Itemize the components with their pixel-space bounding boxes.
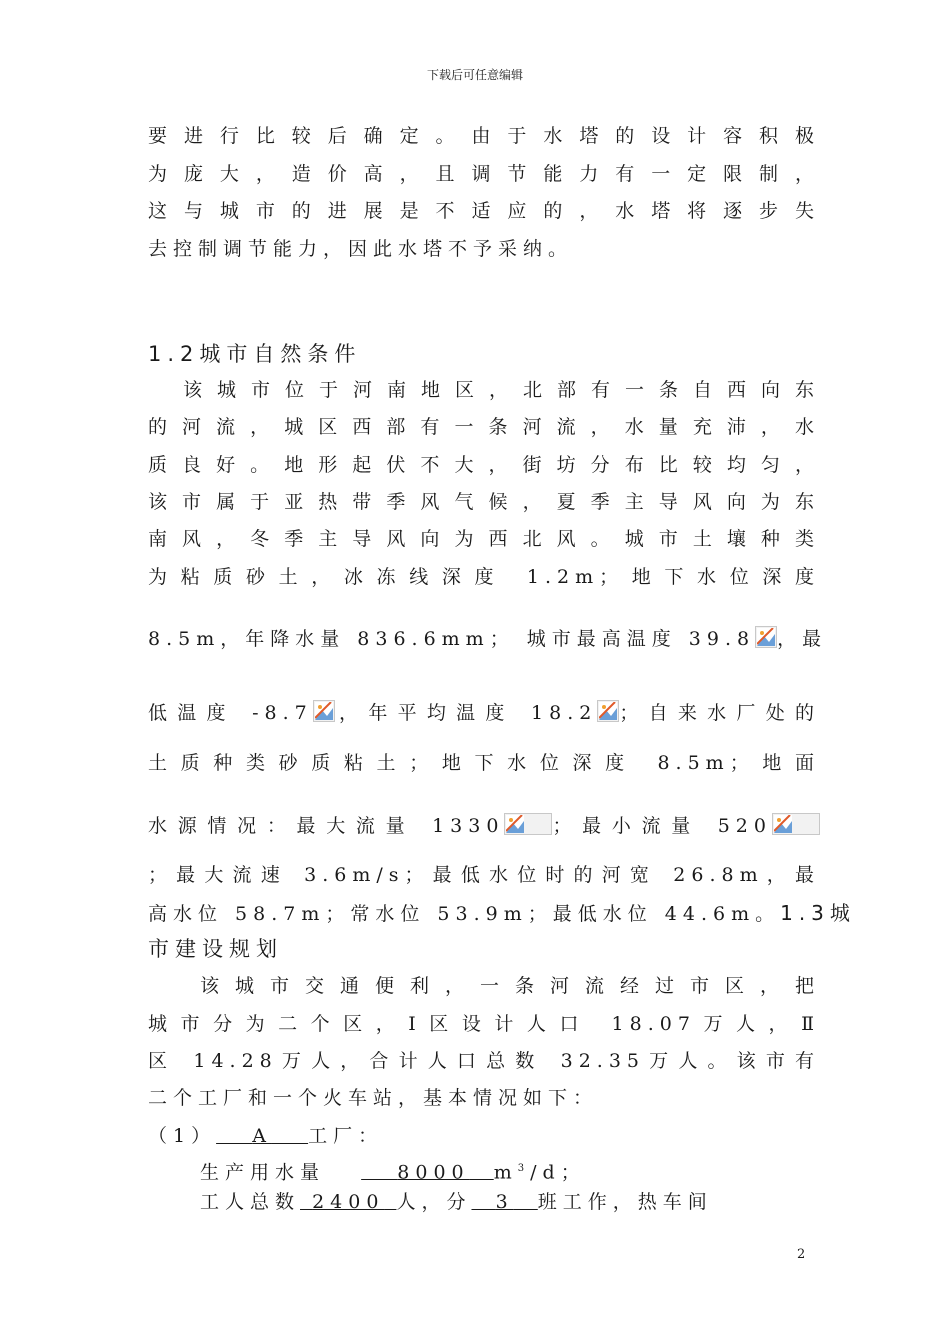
page-number: 2 (797, 1247, 806, 1262)
text-run: 高水位 58.7m；常水位 53.9m；最低水位 44.6m。 (148, 903, 781, 925)
broken-image-icon (504, 813, 552, 835)
paragraph-line: 土质种类砂质粘土；地下水位深度 8.5m；地面 (148, 752, 820, 774)
unit-superscript: 3 (517, 1163, 531, 1174)
factory-heading (148, 1121, 820, 1151)
text-run: 水源情况：最大流量 1330 (148, 815, 505, 837)
paragraph-line: 该市属于亚热带季风气候，夏季主导风向为东 (148, 491, 820, 513)
paragraph-line-levels (148, 898, 856, 928)
text-run: 3 (495, 1191, 514, 1213)
factory-name (216, 1125, 308, 1147)
paragraph-line: 二个工厂和一个火车站，基本情况如下： (148, 1087, 599, 1109)
broken-image-icon (772, 813, 820, 835)
paragraph-line: 的河流，城区西部有一条河流，水量充沛，水 (148, 416, 820, 438)
text-run: 班工作，热车间 (537, 1191, 713, 1213)
paragraph-line-flow (148, 811, 820, 841)
broken-image-icon (597, 700, 619, 722)
paragraph-line: 这与城市的进展是不适应的，水塔将逐步失 (148, 200, 820, 222)
paragraph-line: 区 14.28万人，合计人口总数 32.35万人。该市有 (148, 1050, 820, 1072)
paragraph-line: 要进行比较后确定。由于水塔的设计容积极 (148, 125, 820, 147)
section-heading-1-3: 市建设规划 (148, 937, 283, 961)
workers-line (200, 1187, 820, 1217)
text-run: 8.5m，年降水量 836.6mm； 城市最高温度 39.8 (148, 628, 756, 650)
paragraph-line: 该城市位于河南地区，北部有一条自西向东 (183, 379, 820, 401)
text-run: ；自来水厂处的 (619, 702, 820, 724)
text-run: 低温度 -8.7 (148, 702, 313, 724)
text-run: （1） (148, 1125, 217, 1147)
text-run: 工厂： (308, 1125, 384, 1147)
broken-image-icon (313, 700, 335, 722)
text-run: 8000 (397, 1161, 470, 1184)
text-run: 人，分 (396, 1191, 472, 1213)
text-run: ，年平均温度 18.2 (334, 702, 598, 724)
paragraph-line: 为庞大，造价高，且调节能力有一定限制， (148, 163, 820, 185)
paragraph-line: 城市分为二个区，Ⅰ区设计人口 18.07万人，Ⅱ (148, 1013, 820, 1035)
broken-image-icon (755, 626, 777, 648)
water-use-line (200, 1154, 820, 1184)
text-run: A (252, 1125, 272, 1147)
paragraph-line: 为粘质砂土，冰冻线深度 1.2m；地下水位深度 (148, 566, 820, 588)
text-run: 生产用水量 (200, 1161, 326, 1184)
text-run: m (493, 1161, 518, 1184)
page-header: 下载后可任意编辑 (426, 68, 523, 82)
paragraph-line: 该城市交通便利，一条河流经过市区，把 (200, 975, 820, 997)
water-use-value (361, 1161, 494, 1183)
paragraph-line: 南风，冬季主导风向为西北风。城市土壤种类 (148, 528, 820, 550)
paragraph-line-temperature (148, 624, 828, 654)
text-run: ；最小流量 520 (552, 815, 772, 837)
text-run: 工人总数 (200, 1191, 301, 1213)
paragraph-line: ；最大流速 3.6m/s；最低水位时的河宽 26.8m，最 (148, 864, 820, 886)
text-run: 2400 (312, 1191, 385, 1213)
paragraph-line-temperature-low (148, 698, 820, 728)
paragraph-line: 去控制调节能力，因此水塔不予采纳。 (148, 238, 574, 260)
section-heading-1-2: 1.2城市自然条件 (148, 342, 362, 366)
workers-value (300, 1191, 396, 1213)
text-run: ，最 (777, 628, 828, 650)
paragraph-line: 质良好。地形起伏不大，街坊分布比较均匀， (148, 454, 820, 476)
text-run: /d； (530, 1161, 586, 1184)
section-heading-1-3-start: 1.3城 (780, 901, 856, 925)
shifts-value (471, 1191, 537, 1213)
